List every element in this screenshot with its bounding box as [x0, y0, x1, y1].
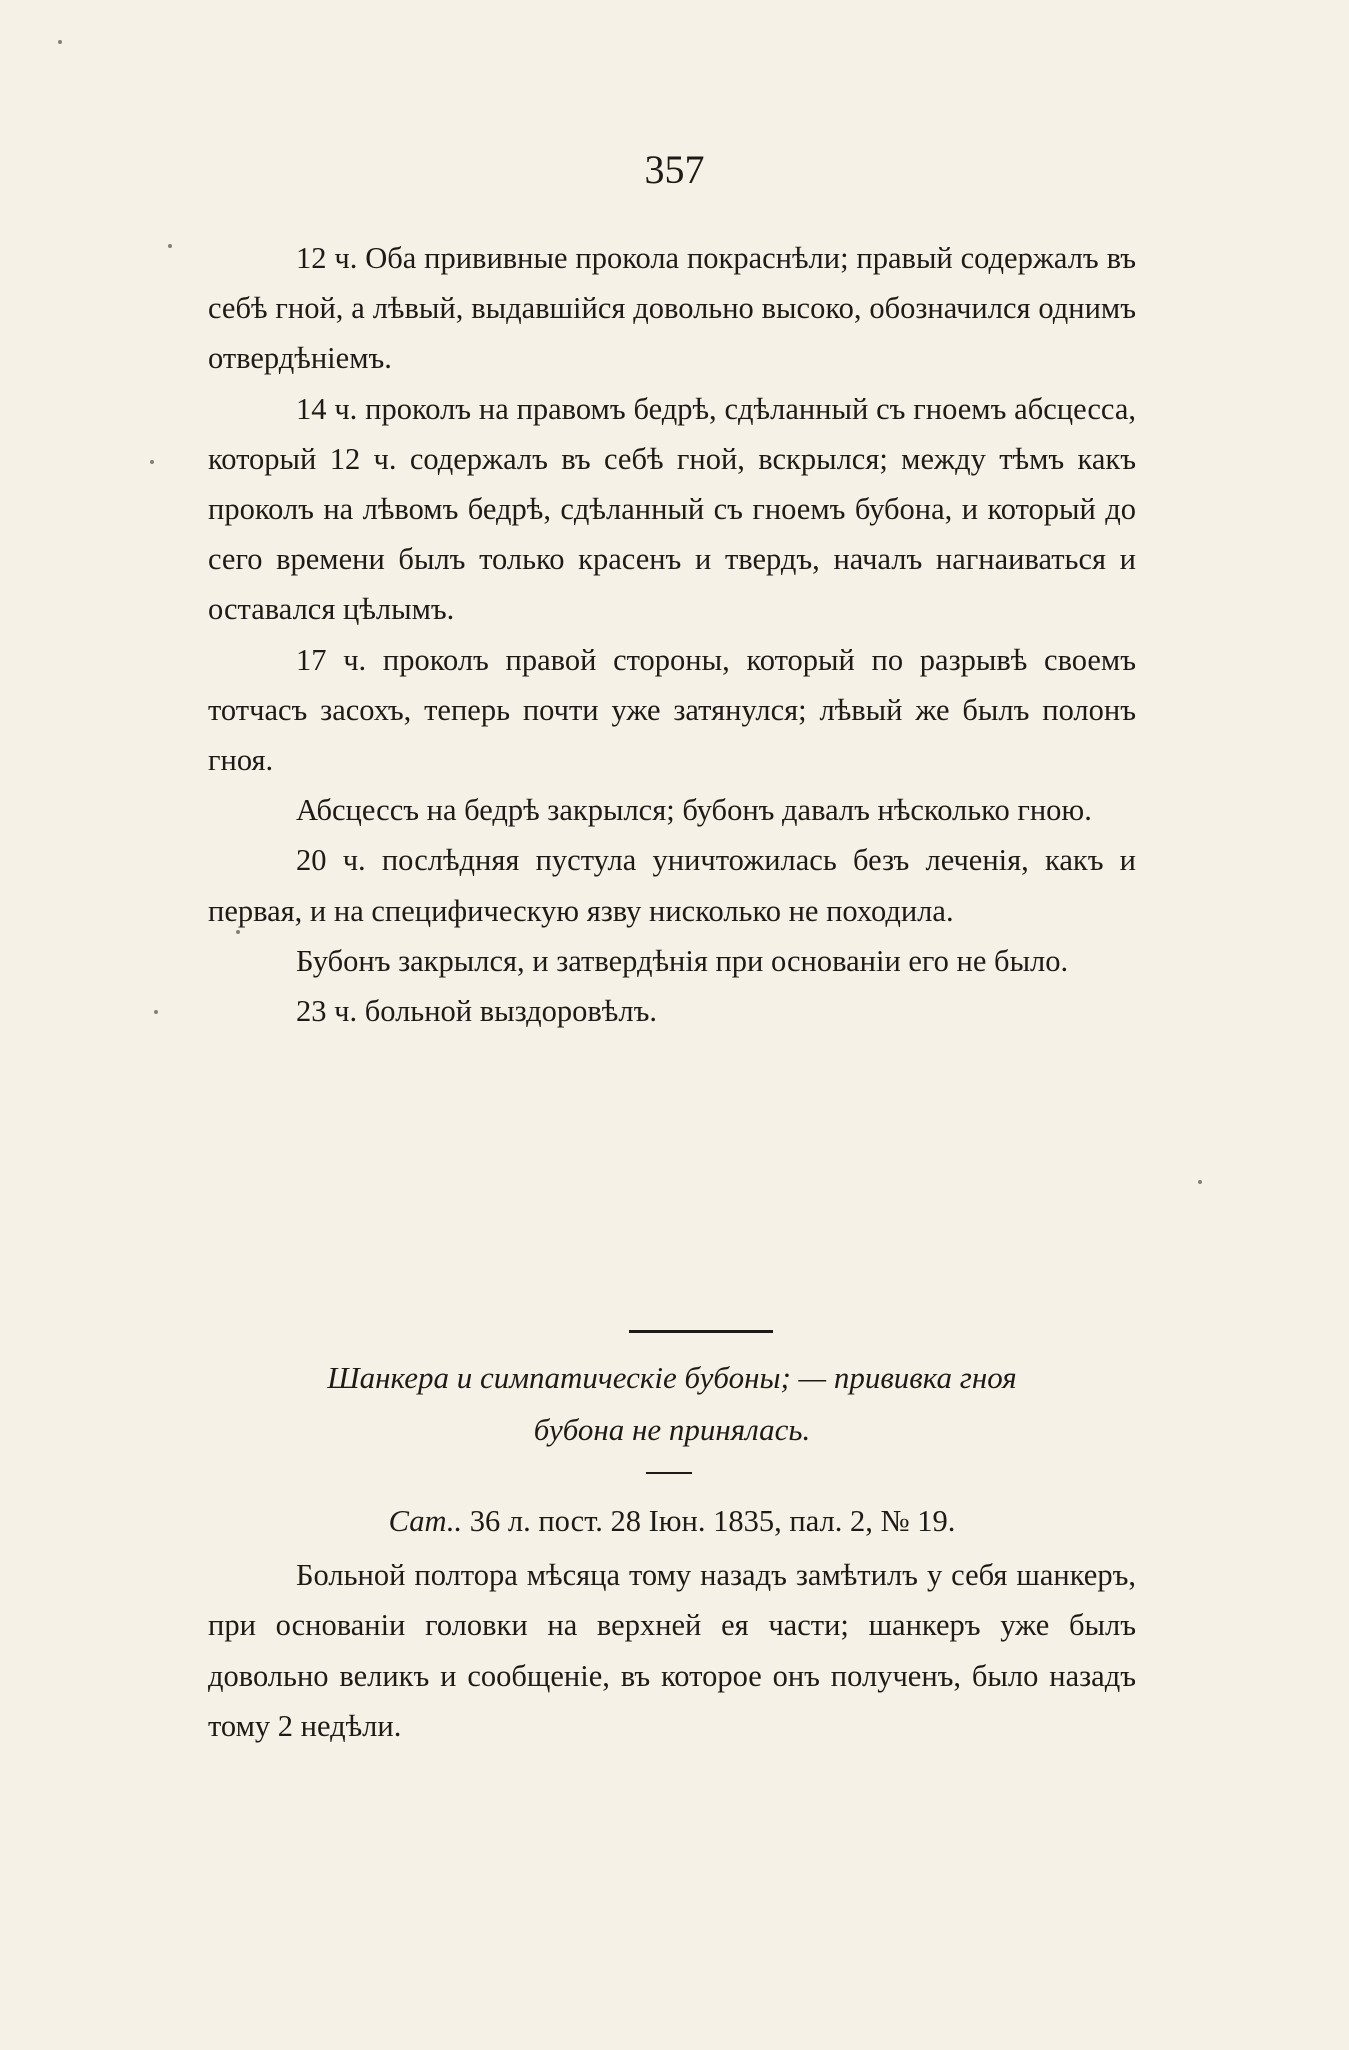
title-divider	[646, 1472, 692, 1474]
paper-speck	[58, 40, 62, 44]
paragraph: 23 ч. больной выздоровѣлъ.	[296, 994, 657, 1029]
page-number: 357	[644, 147, 705, 192]
paper-speck	[150, 460, 154, 464]
section-title-line: бубона не принялась.	[533, 1412, 811, 1447]
patient-name: Сат..	[388, 1504, 463, 1538]
case-header	[208, 1496, 1136, 1546]
paragraph: 20 ч. послѣдняя пустула уничтожилась безъ леченія, какъ и первая, и на специфическую язву нисколько не походила.	[208, 843, 1136, 928]
paragraph: Бубонъ закрылся, и затвердѣнія при основаніи его не было.	[296, 943, 1069, 978]
paper-speck	[168, 244, 172, 248]
case-details: 36 л. пост. 28 Іюн. 1835, пал. 2, № 19.	[462, 1504, 956, 1538]
paper-speck	[154, 1010, 158, 1014]
paper-speck	[236, 930, 240, 934]
body-text	[208, 233, 1136, 1036]
paragraph: Больной полтора мѣсяца тому назадъ замѣтилъ у себя шанкеръ, при основаніи головки на верхней ея части; шанкеръ уже былъ довольно великъ и сообщеніе, въ которое онъ полученъ, было назадъ тому 2 недѣли.	[208, 1558, 1136, 1743]
section-divider	[629, 1330, 773, 1333]
section-title	[208, 1352, 1136, 1456]
paragraph: 14 ч. проколъ на правомъ бедрѣ, сдѣланный съ гноемъ абсцесса, который 12 ч. содержалъ въ себѣ гной, вскрылся; между тѣмъ какъ проколъ на лѣвомъ бедрѣ, сдѣланный съ гноемъ бубона, и который до сего времени былъ только красенъ и твердъ, началъ нагнаиваться и оставался цѣлымъ.	[208, 391, 1136, 627]
section-title-line: Шанкера и симпатическіе бубоны; — прививка гноя	[327, 1360, 1017, 1395]
case-text	[208, 1496, 1136, 1751]
paragraph: 17 ч. проколъ правой стороны, который по разрывѣ своемъ тотчасъ засохъ, теперь почти уже затянулся; лѣвый же былъ полонъ гноя.	[208, 642, 1136, 778]
paragraph: Абсцессъ на бедрѣ закрылся; бубонъ давалъ нѣсколько гною.	[296, 793, 1092, 828]
paragraph: 12 ч. Оба прививные прокола покраснѣли; правый содержалъ въ себѣ гной, а лѣвый, выдавшійся довольно высоко, обозначился однимъ отвердѣніемъ.	[208, 241, 1136, 376]
paper-speck	[1198, 1180, 1202, 1184]
